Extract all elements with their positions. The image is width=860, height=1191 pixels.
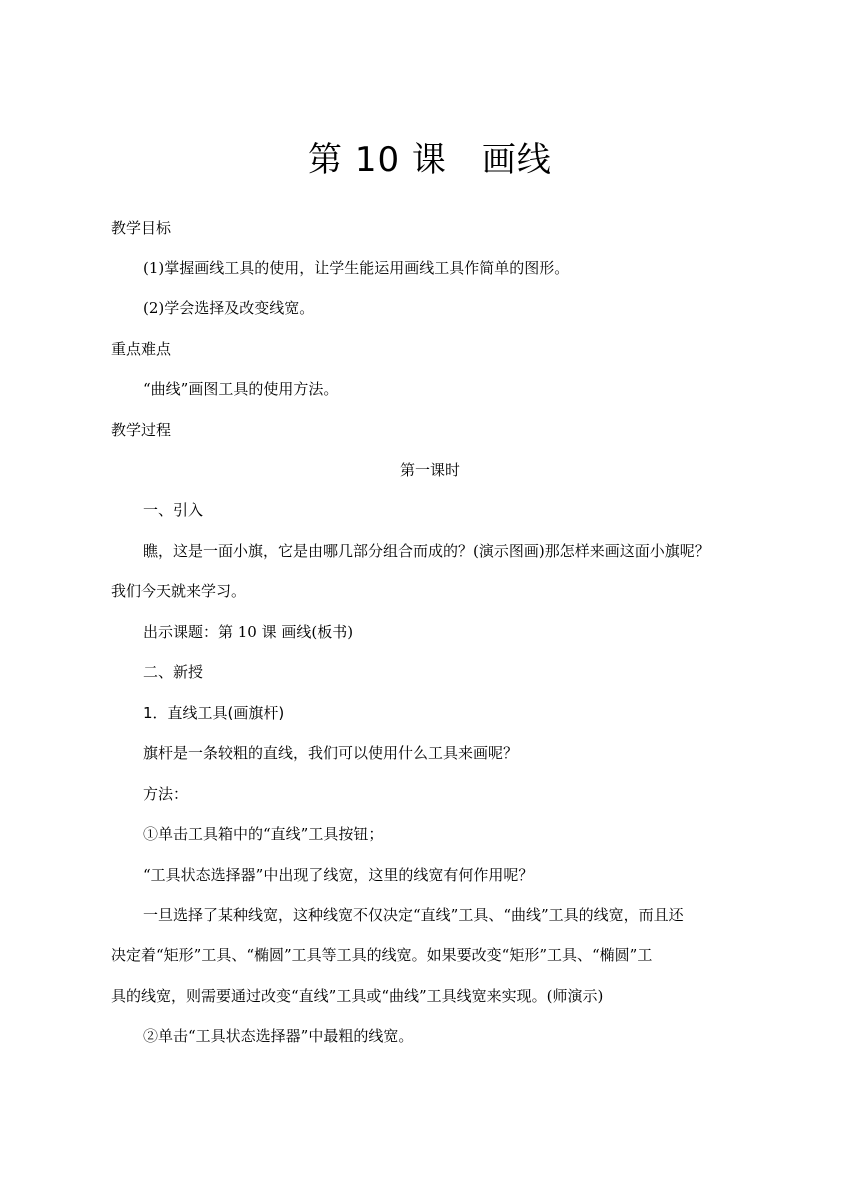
- explain-line1: 一旦选择了某种线宽，这种线宽不仅决定“直线”工具、“曲线”工具的线宽，而且还: [143, 906, 684, 924]
- part1-paragraph-line2: 我们今天就来学习。: [111, 582, 247, 600]
- heading-teaching-goals: 教学目标: [111, 219, 172, 237]
- part2-heading: 二、新授: [143, 663, 204, 681]
- page-title: 第 10 课 画线: [308, 140, 552, 180]
- step1-note: “工具状态选择器”中出现了线宽，这里的线宽有何作用呢？: [143, 866, 534, 884]
- question-text: 旗杆是一条较粗的直线，我们可以使用什么工具来画呢？: [143, 744, 519, 762]
- explain-line2: 决定着“矩形”工具、“椭圆”工具等工具的线宽。如果要改变“矩形”工具、“椭圆”工: [111, 946, 653, 964]
- heading-key-points: 重点难点: [111, 340, 172, 358]
- goal-item-1: (1)掌握画线工具的使用，让学生能运用画线工具作简单的图形。: [143, 259, 570, 277]
- part1-heading: 一、引入: [143, 501, 204, 519]
- step1-text: ①单击工具箱中的“直线”工具按钮；: [143, 825, 384, 843]
- lesson-label: 第一课时: [399, 461, 460, 479]
- explain-line3: 具的线宽，则需要通过改变“直线”工具或“曲线”工具线宽来实现。(师演示): [111, 987, 604, 1005]
- key-points-text: “曲线”画图工具的使用方法。: [143, 380, 339, 398]
- part1-paragraph-line1: 瞧，这是一面小旗，它是由哪几部分组合而成的？(演示图画)那怎样来画这面小旗呢？: [143, 542, 710, 560]
- heading-teaching-process: 教学过程: [111, 421, 172, 439]
- item1-heading: 1．直线工具(画旗杆): [143, 704, 285, 722]
- method-label: 方法：: [143, 785, 189, 803]
- goal-item-2: (2)学会选择及改变线宽。: [143, 299, 315, 317]
- step2-text: ②单击“工具状态选择器”中最粗的线宽。: [143, 1027, 414, 1045]
- show-topic: 出示课题：第 10 课 画线(板书): [143, 623, 354, 641]
